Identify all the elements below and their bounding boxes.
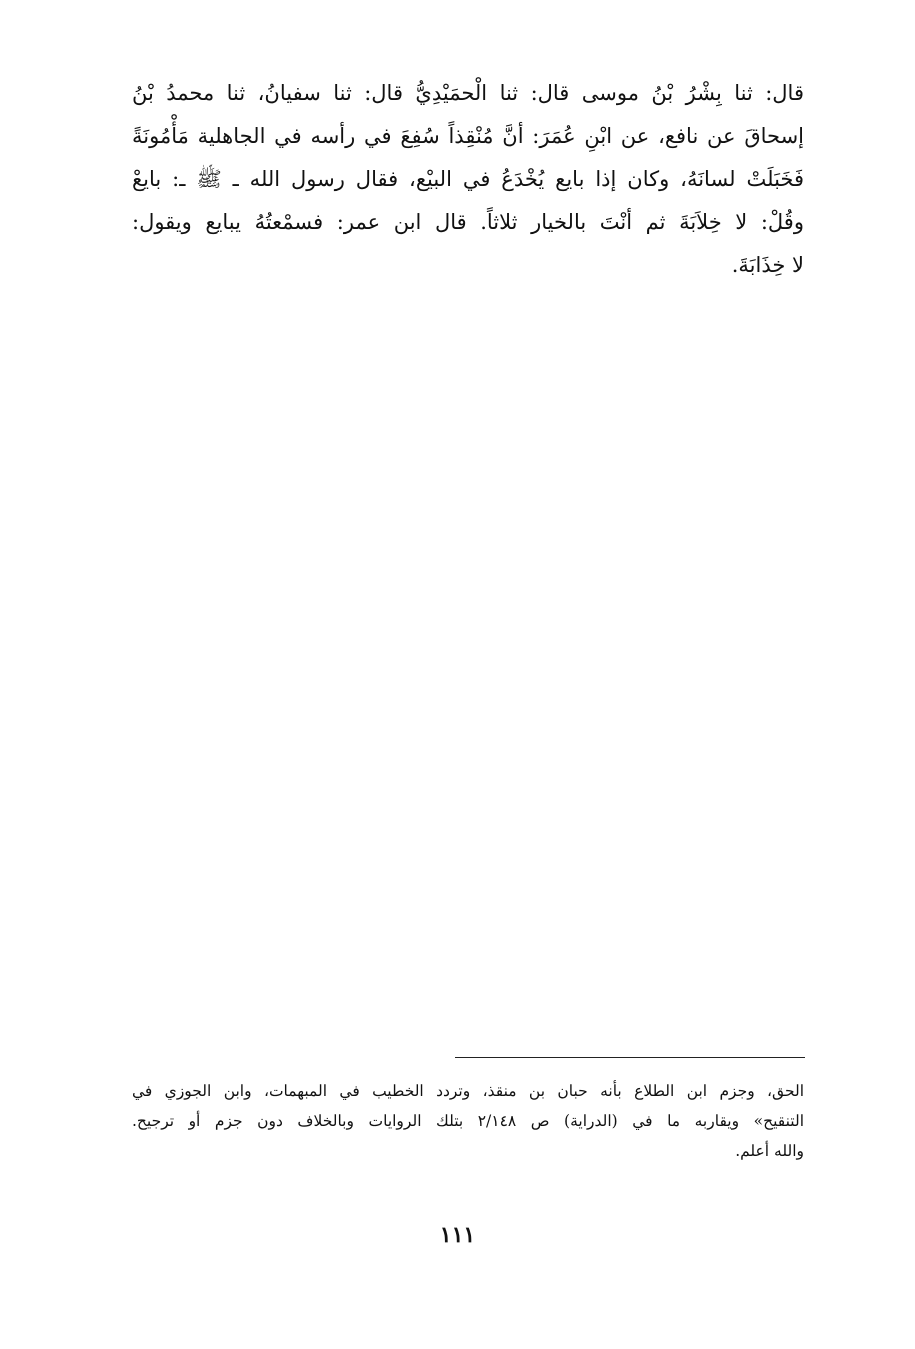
footnote-line: التنقيح» ويقاربه ما في (الدراية) ص ٢/١٤٨ بتلك الروايات وبالخلاف دون جزم أو ترجيح. bbox=[132, 1112, 804, 1130]
footnote-block bbox=[132, 1076, 804, 1166]
main-text-block bbox=[132, 72, 804, 287]
footnote-line: والله أعلم. bbox=[735, 1142, 804, 1160]
body-line: فَخَبَلَتْ لسانَهُ، وكان إذا بايع يُخْدَعُ في البيْع، فقال رسول الله ـ ﷺ ـ: بايعْ bbox=[132, 167, 804, 191]
body-line: قال: ثنا بِشْرُ بْنُ موسى قال: ثنا الْحمَيْدِيُّ قال: ثنا سفيانُ، ثنا محمدُ بْنُ bbox=[132, 81, 804, 105]
footnote-line: الحق، وجزم ابن الطلاع بأنه حبان بن منقذ، وتردد الخطيب في المبهمات، وابن الجوزي في bbox=[132, 1082, 804, 1100]
page-number: ١١١ bbox=[439, 1222, 476, 1248]
body-line: وقُلْ: لا خِلاَبَةَ ثم أنْتَ بالخيار ثلاثاً. قال ابن عمر: فسمْعتُهُ يبايع ويقول: bbox=[132, 210, 804, 234]
footnote-divider bbox=[455, 1057, 805, 1058]
body-line: إسحاقَ عن نافع، عن ابْنِ عُمَرَ: أنَّ مُنْقِذاً سُفِعَ في رأسه في الجاهلية مَأْمُونَةً bbox=[132, 124, 804, 148]
body-line: لا خِذَابَةَ. bbox=[731, 253, 804, 277]
